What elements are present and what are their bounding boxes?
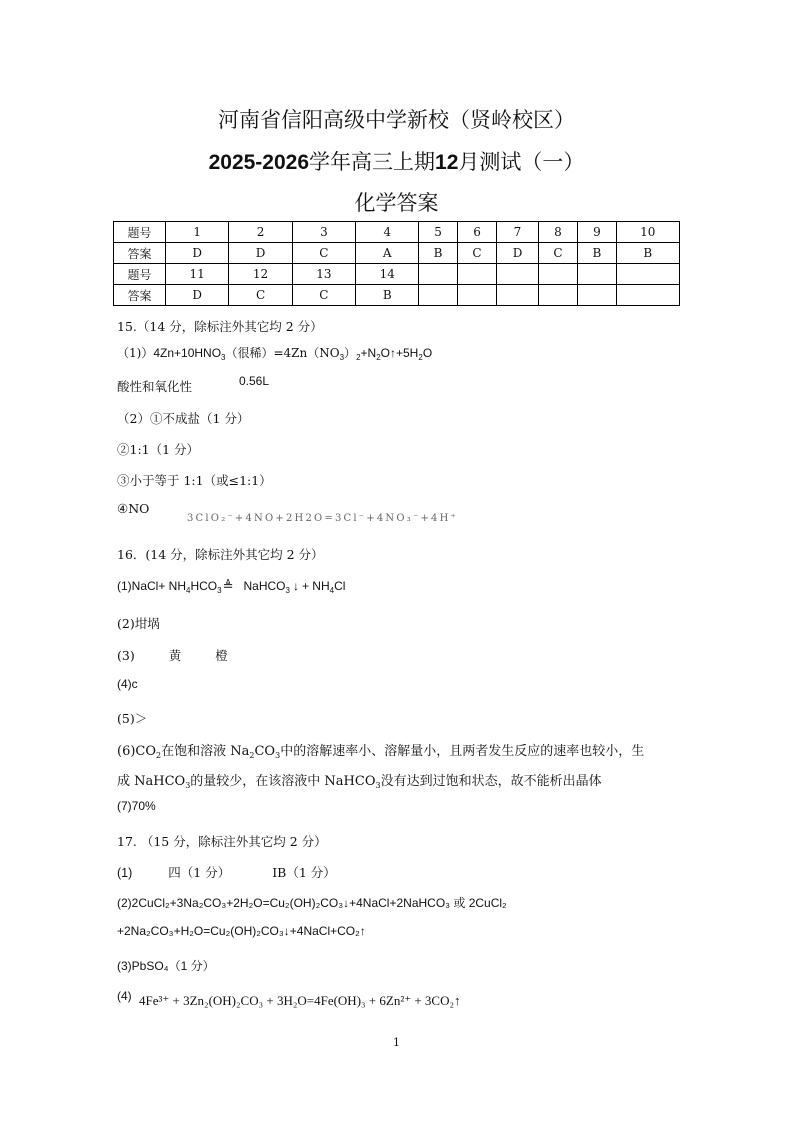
title-term: 学年高三上期 xyxy=(309,150,436,174)
table-row-question-numbers xyxy=(114,264,680,285)
q15-answer-2-1: （2）①不成盐（1 分） xyxy=(117,411,250,426)
title-test: 月测试（一） xyxy=(458,150,585,174)
q15-answer-1-equation: $(1))4Zn+10HNO_3$（很稀）$=4Zn(NO_3)_2+N_2O↑+5H_2O$ xyxy=(117,346,433,362)
table-cell: 10 xyxy=(616,222,679,243)
table-cell: C xyxy=(538,243,578,264)
q16-answer-5: (5)＞ xyxy=(117,711,148,726)
table-cell xyxy=(497,264,538,285)
title-month: 12 xyxy=(435,151,459,174)
table-cell xyxy=(497,285,538,306)
table-cell xyxy=(538,285,578,306)
q16-answer-1: (1)NaCl+ $NH_4HCO_3≜$ NaHCO$_3$ ↓ + $NH_4Cl$ xyxy=(117,578,346,595)
table-cell: 8 xyxy=(538,222,578,243)
table-row-header-cell: 题号 xyxy=(114,222,166,243)
table-cell: B xyxy=(616,243,679,264)
table-cell: 13 xyxy=(292,264,355,285)
title-school: 河南省信阳高级中学新校（贤岭校区） xyxy=(218,108,575,132)
table-cell: C xyxy=(457,243,497,264)
table-cell: D xyxy=(497,243,538,264)
q15-answer-2-3: ③小于等于 1:1（或≤1:1） xyxy=(117,473,272,488)
table-cell xyxy=(578,264,616,285)
table-cell xyxy=(616,264,679,285)
table-cell: 11 xyxy=(166,264,229,285)
title-year: 2025-2026 xyxy=(208,151,310,174)
q17-header: 17. （15 分，除标注外其它均 2 分） xyxy=(117,834,327,849)
q15-answer-2-4: ④NO xyxy=(117,501,150,516)
table-cell: B xyxy=(419,243,457,264)
q17-answer-4-label: (4) xyxy=(117,989,132,1003)
q16-answer-6-line2: 成 NaHCO$_3$的量较少，在该溶液中 NaHCO$_3$没有达到过饱和状态，故不能析出晶体 xyxy=(117,774,602,790)
table-cell xyxy=(419,264,457,285)
answer-table xyxy=(113,221,680,306)
table-cell: D xyxy=(166,285,229,306)
table-cell: 6 xyxy=(457,222,497,243)
table-cell: C xyxy=(229,285,292,306)
q16-answer-6-line1: $(6)CO_2$在饱和溶液 $Na_2CO_3$中的溶解速率小、溶解量小，且两者发生反应的速率也较小，生 xyxy=(117,744,645,760)
table-cell xyxy=(457,285,497,306)
q17-answer-2-line1: (2)2CuCl₂+3Na₂CO₃+2H₂O=Cu₂(OH)₂CO₃↓+4NaCl+2NaHCO₃ 或 2CuCl₂ xyxy=(117,896,507,910)
table-row-header-cell: 答案 xyxy=(114,243,166,264)
table-cell xyxy=(419,285,457,306)
table-row-question-numbers xyxy=(114,222,680,243)
table-row-header-cell: 答案 xyxy=(114,285,166,306)
table-cell: D xyxy=(166,243,229,264)
table-cell: 5 xyxy=(419,222,457,243)
table-cell: 12 xyxy=(229,264,292,285)
q17-answer-4-equation: 4Fe³⁺ + 3Zn₂(OH)₂CO₃ + 3H₂O=4Fe(OH)₃ + 6Zn²⁺ + 3CO₂↑ xyxy=(139,993,461,1008)
table-cell: B xyxy=(356,285,419,306)
table-cell: 2 xyxy=(229,222,292,243)
table-row-answers xyxy=(114,285,680,306)
table-cell: 1 xyxy=(166,222,229,243)
q16-answer-4: (4)c xyxy=(117,677,138,691)
table-cell: B xyxy=(578,243,616,264)
q17-answer-1: (1) 四（1 分） ⅠB（1 分） xyxy=(117,865,336,880)
table-cell xyxy=(578,285,616,306)
table-cell: A xyxy=(356,243,419,264)
table-cell: 9 xyxy=(578,222,616,243)
q15-answer-2-2: ②1:1（1 分） xyxy=(117,442,200,457)
q15-answer-1-property: 酸性和氧化性 xyxy=(117,379,193,394)
table-cell xyxy=(616,285,679,306)
table-cell: 4 xyxy=(356,222,419,243)
table-row-answers xyxy=(114,243,680,264)
page-number: 1 xyxy=(393,1036,400,1049)
title-subject: 化学答案 xyxy=(354,191,439,215)
table-row-header-cell: 题号 xyxy=(114,264,166,285)
table-cell: D xyxy=(229,243,292,264)
table-cell: C xyxy=(292,243,355,264)
table-cell: C xyxy=(292,285,355,306)
q15-answer-2-4-equation: 3ClO₂⁻+4NO+2H2O=3Cl⁻+4NO₃⁻+4H⁺ xyxy=(187,513,458,524)
q17-answer-3: (3)PbSO₄（1 分） xyxy=(117,959,215,973)
table-cell xyxy=(457,264,497,285)
q15-header: 15.（14 分，除标注外其它均 2 分） xyxy=(117,319,323,334)
table-cell xyxy=(538,264,578,285)
q15-answer-1-volume: 0.56L xyxy=(239,374,270,388)
table-cell: 7 xyxy=(497,222,538,243)
q16-answer-7: (7)70% xyxy=(117,799,156,813)
title-exam xyxy=(0,146,793,176)
q16-answer-3: (3) 黄 橙 xyxy=(117,648,228,663)
q16-answer-2: (2)坩埚 xyxy=(117,616,160,631)
table-cell: 3 xyxy=(292,222,355,243)
table-cell: 14 xyxy=(356,264,419,285)
q16-header: 16．(14 分，除标注外其它均 2 分） xyxy=(117,547,324,562)
q17-answer-2-line2: +2Na₂CO₃+H₂O=Cu₂(OH)₂CO₃↓+4NaCl+CO₂↑ xyxy=(117,924,366,938)
